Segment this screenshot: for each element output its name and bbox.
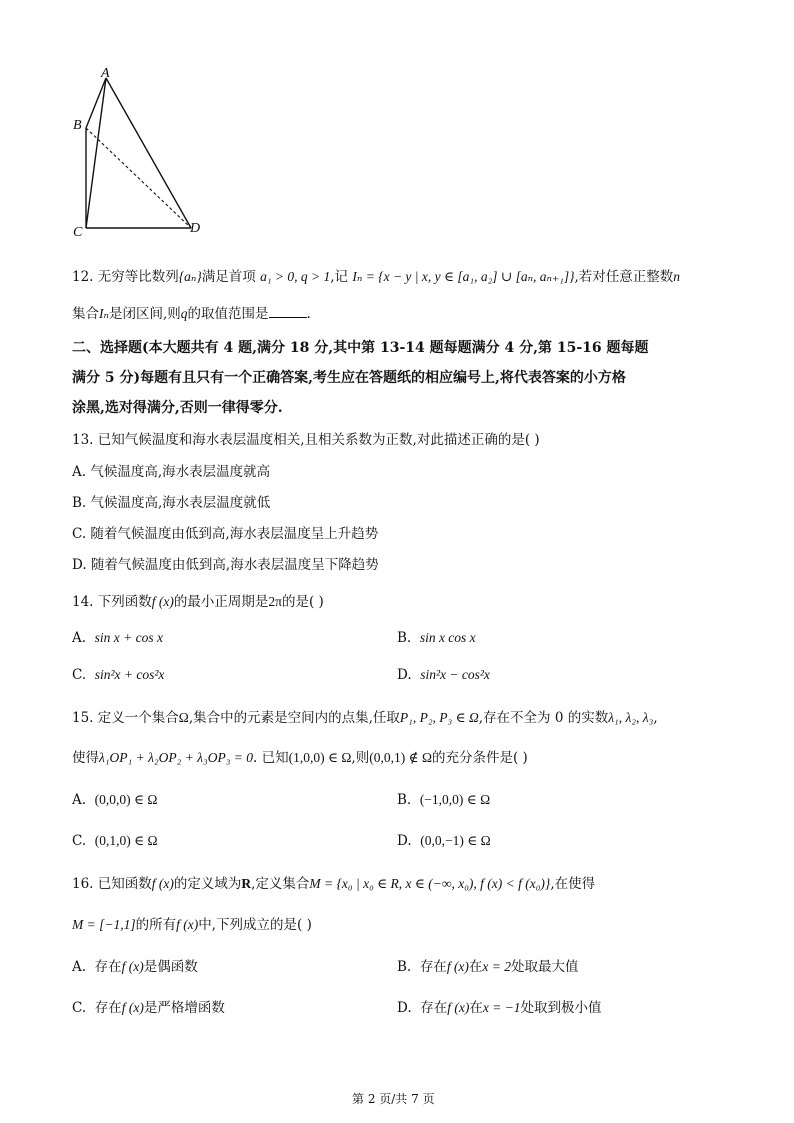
q16-line2: M = [−1,1]的所有f (x)中,下列成立的是( ) <box>72 917 312 933</box>
section2-line3: 涂黑,选对得满分,否则一律得零分. <box>72 400 283 416</box>
q12-line1: 12. 无穷等比数列{aₙ}满足首项 a₁ > 0, q > 1,记 Iₙ = {x − y | x, y ∈ [a₁, a₂] ∪ [aₙ, aₙ₊₁]},若对任意正整数n <box>72 269 681 285</box>
q13-option-b[interactable]: B. 气候温度高,海水表层温度就低 <box>72 495 271 511</box>
edge-ac <box>86 78 106 228</box>
q13-stem: 13. 已知气候温度和海水表层温度相关,且相关系数为正数,对此描述正确的是( ) <box>72 432 540 448</box>
q13-option-a[interactable]: A. 气候温度高,海水表层温度就高 <box>72 464 271 480</box>
q16-option-c[interactable]: C. 存在f (x)是严格增函数 <box>72 1000 225 1016</box>
page-footer: 第 2 页/共 7 页 <box>352 1092 435 1106</box>
q15-option-c[interactable]: C. (0,1,0) ∈ Ω <box>72 833 158 849</box>
q13-option-c[interactable]: C. 随着气候温度由低到高,海水表层温度呈上升趋势 <box>72 526 379 542</box>
q16-line1: 16. 已知函数f (x)的定义域为R,定义集合M = {x₀ | x₀ ∈ R, x ∈ (−∞, x₀), f (x) < f (x₀)},在使得 <box>72 876 596 892</box>
q14-option-a[interactable]: A. sin x + cos x <box>72 630 163 646</box>
q14-option-b[interactable]: B. sin x cos x <box>397 630 476 646</box>
label-d: D <box>190 221 201 236</box>
edge-bd-dashed <box>86 128 191 228</box>
label-c: C <box>73 225 83 240</box>
q14-option-d[interactable]: D. sin²x − cos²x <box>397 667 490 683</box>
geometry-figure <box>60 60 220 245</box>
q14-stem: 14. 下列函数f (x)的最小正周期是2π的是( ) <box>72 594 324 610</box>
label-a: A <box>101 66 110 81</box>
section2-line2: 满分 5 分)每题有且只有一个正确答案,考生应在答题纸的相应编号上,将代表答案的小方格 <box>72 370 626 386</box>
answer-blank[interactable] <box>269 305 307 318</box>
q12-line2: 集合Iₙ是闭区间,则q的取值范围是 . <box>72 306 311 322</box>
q15-option-b[interactable]: B. (−1,0,0) ∈ Ω <box>397 792 491 808</box>
q13-option-d[interactable]: D. 随着气候温度由低到高,海水表层温度呈下降趋势 <box>72 557 379 573</box>
q16-option-b[interactable]: B. 存在f (x)在x = 2处取最大值 <box>397 959 579 975</box>
q15-option-a[interactable]: A. (0,0,0) ∈ Ω <box>72 792 158 808</box>
label-b: B <box>73 118 82 133</box>
q15-option-d[interactable]: D. (0,0,−1) ∈ Ω <box>397 833 491 849</box>
q16-option-d[interactable]: D. 存在f (x)在x = −1处取到极小值 <box>397 1000 602 1016</box>
section2-line1: 二、选择题(本大题共有 4 题,满分 18 分,其中第 13-14 题每题满分 4 分,第 15-16 题每题 <box>72 340 649 356</box>
q14-option-c[interactable]: C. sin²x + cos²x <box>72 667 165 683</box>
q16-option-a[interactable]: A. 存在f (x)是偶函数 <box>72 959 198 975</box>
q15-line1: 15. 定义一个集合Ω,集合中的元素是空间内的点集,任取P₁, P₂, P₃ ∈ Ω,存在不全为 0 的实数λ₁, λ₂, λ₃, <box>72 710 658 726</box>
edge-ad <box>106 78 191 228</box>
q15-line2: 使得λ₁OP₁ + λ₂OP₂ + λ₃OP₃ = 0. 已知(1,0,0) ∈ Ω,则(0,0,1) ∉ Ω的充分条件是( ) <box>72 750 528 766</box>
